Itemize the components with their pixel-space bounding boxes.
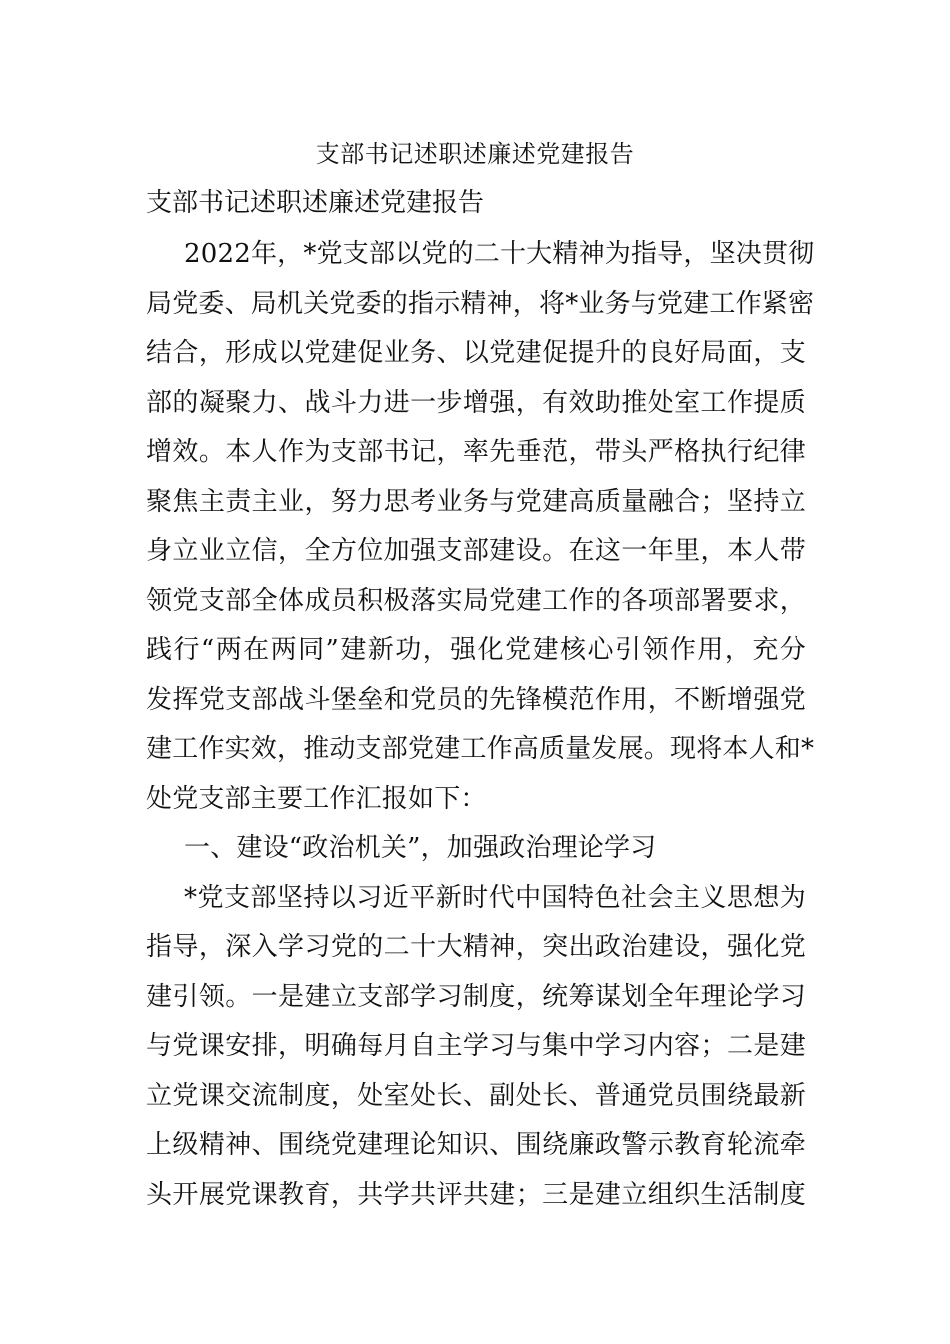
document-subtitle: 支部书记述职述廉述党建报告 xyxy=(146,188,485,218)
paragraph-line: 与党课安排，明确每月自主学习与集中学习内容；二是建 xyxy=(146,1031,806,1061)
paragraph-line: 建工作实效，推动支部党建工作高质量发展。现将本人和* xyxy=(146,734,815,764)
section-heading: 一、建设“政治机关”，加强政治理论学习 xyxy=(184,833,657,863)
paragraph-line: 上级精神、围绕党建理论知识、围绕廉政警示教育轮流牵 xyxy=(146,1130,806,1160)
paragraph-line: 指导，深入学习党的二十大精神，突出政治建设，强化党 xyxy=(146,932,806,962)
paragraph-line: 部的凝聚力、战斗力进一步增强，有效助推处室工作提质 xyxy=(146,387,806,418)
paragraph-line: 聚焦主责主业，努力思考业务与党建高质量融合；坚持立 xyxy=(146,486,806,517)
paragraph-line: 立党课交流制度，处室处长、副处长、普通党员围绕最新 xyxy=(146,1080,806,1111)
paragraph-line: 2022年，*党支部以党的二十大精神为指导，坚决贯彻 xyxy=(184,239,815,269)
paragraph-line: 发挥党支部战斗堡垒和党员的先锋模范作用，不断增强党 xyxy=(146,684,806,715)
paragraph-line: 头开展党课教育，共学共评共建；三是建立组织生活制度 xyxy=(146,1179,806,1210)
paragraph-line: 建引领。一是建立支部学习制度，统筹谋划全年理论学习 xyxy=(146,981,806,1012)
paragraph-line: 身立业立信，全方位加强支部建设。在这一年里，本人带 xyxy=(146,536,806,566)
paragraph-line: 结合，形成以党建促业务、以党建促提升的良好局面，支 xyxy=(146,338,806,368)
paragraph-line: 处党支部主要工作汇报如下： xyxy=(146,783,487,814)
paragraph-line: 增效。本人作为支部书记，率先垂范，带头严格执行纪律 xyxy=(146,437,806,467)
paragraph-line: 局党委、局机关党委的指示精神，将*业务与党建工作紧密 xyxy=(146,288,815,319)
paragraph-line: 领党支部全体成员积极落实局党建工作的各项部署要求， xyxy=(146,585,806,616)
document-title: 支部书记述职述廉述党建报告 xyxy=(315,140,635,168)
paragraph-line: 践行“两在两同”建新功，强化党建核心引领作用，充分 xyxy=(146,635,806,665)
document-body xyxy=(146,230,815,1220)
paragraph-line: *党支部坚持以习近平新时代中国特色社会主义思想为 xyxy=(184,882,806,913)
